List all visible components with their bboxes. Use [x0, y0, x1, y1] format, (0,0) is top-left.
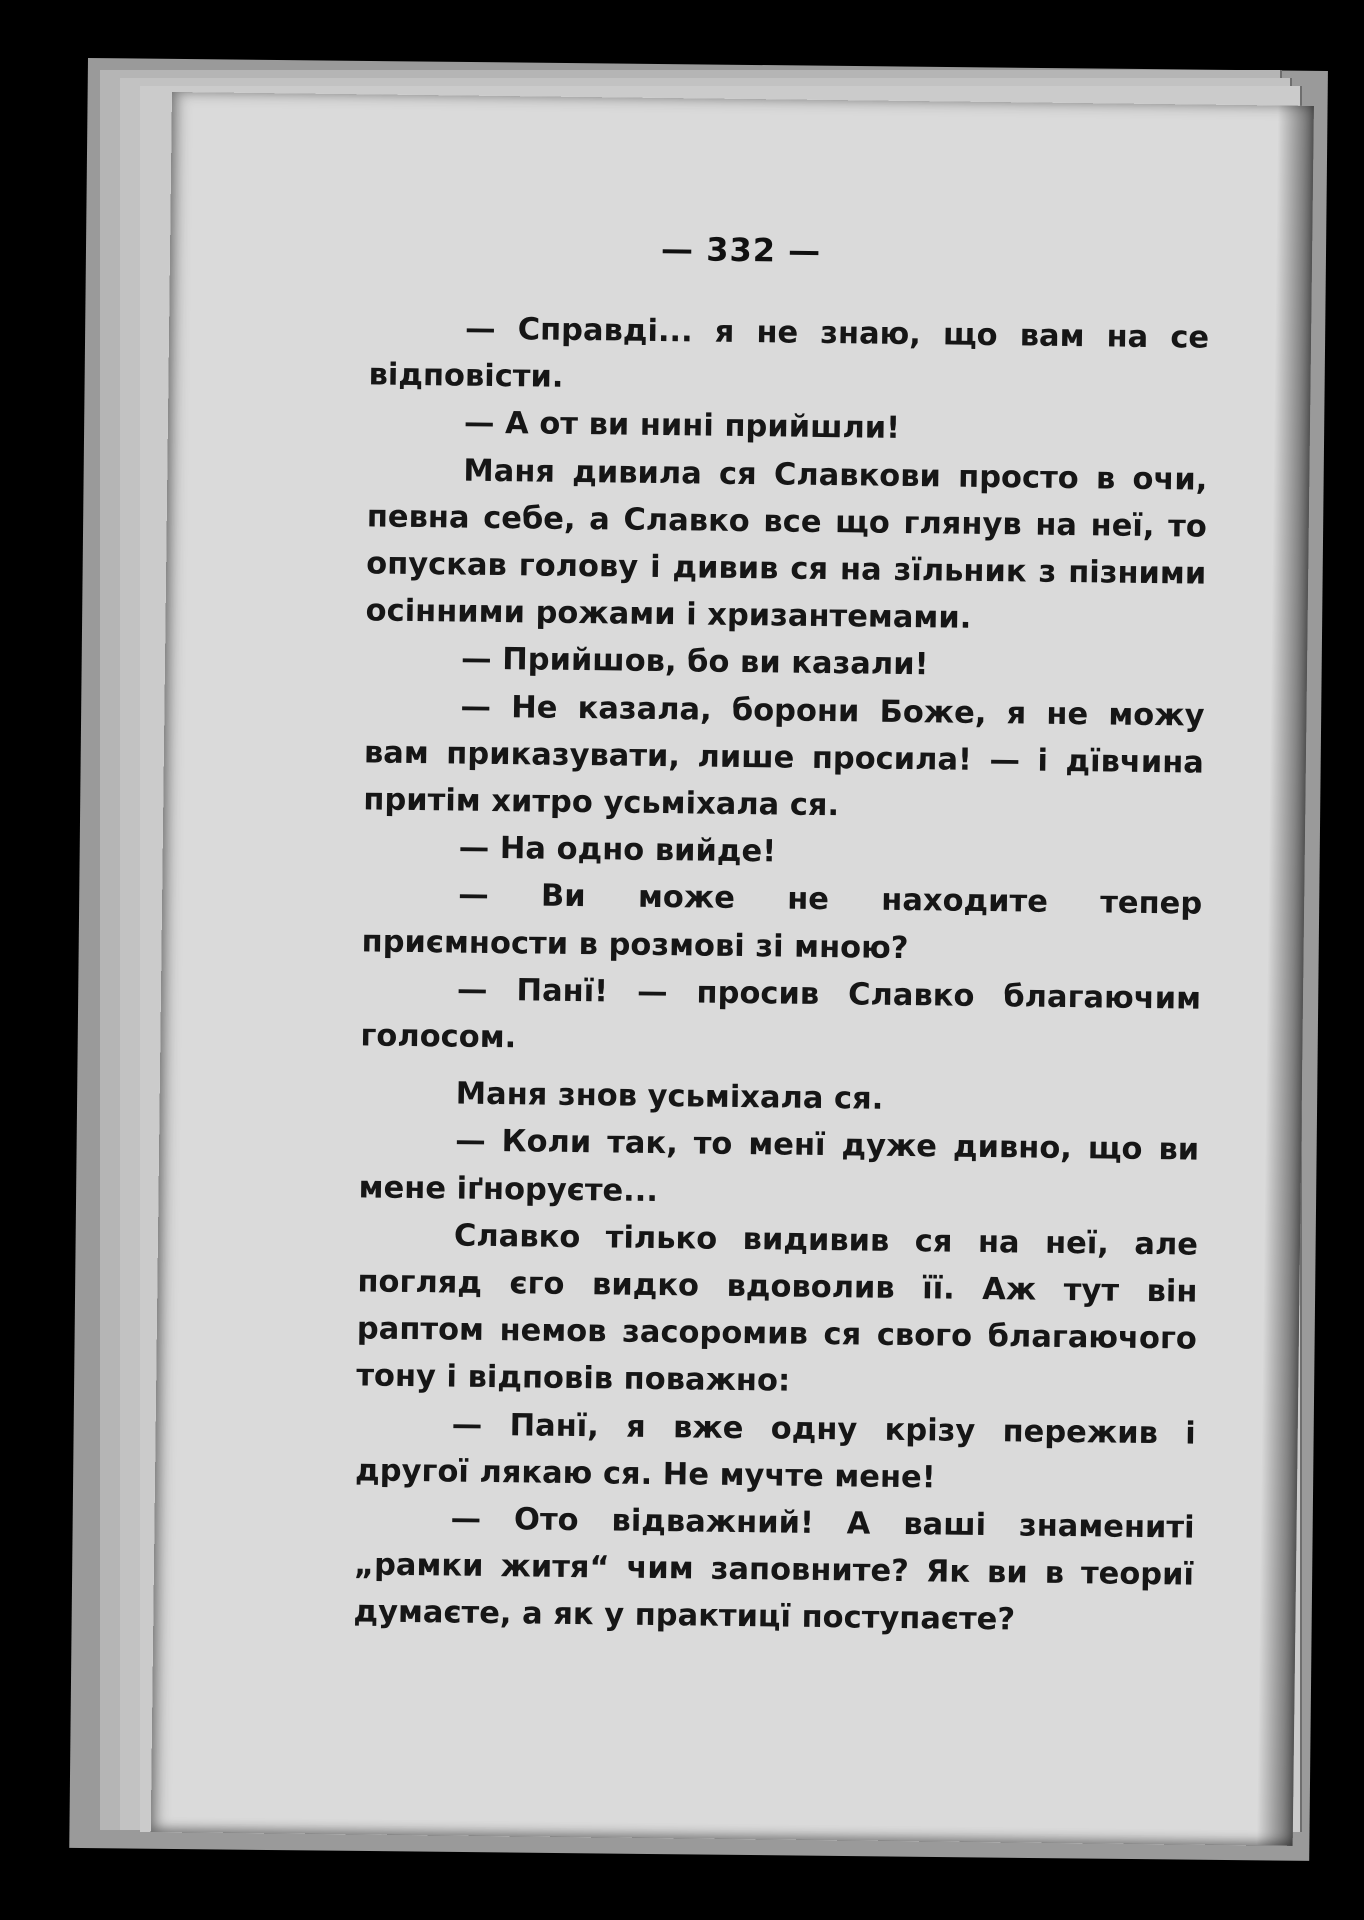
paragraph: — Ви може не находите тепер приємности в розмові зі мною?: [361, 877, 1203, 966]
body-text: [353, 304, 1209, 1646]
paragraph: — Ото відважний! А ваші знамениті „рамки житя“ чим заповните? Як ви в теориї думаєте, а як у практицї поступаєте?: [353, 1501, 1195, 1638]
page-number: — 332 —: [660, 229, 822, 270]
book-page: [151, 92, 1314, 1846]
paragraph: Славко тілько видивив ся на неї, але погляд єго видко вдоволив її. Аж тут він раптом немов засоромив ся свого благаючого тону і відповів поважно:: [356, 1218, 1199, 1400]
paragraph: — Справді... я не знаю, що вам на се відповісти.: [368, 311, 1210, 396]
paragraph: — Панї! — просив Славко благаючим голосом.: [360, 972, 1202, 1056]
paragraph: — Панї, я вже одну крізу пережив і другої лякаю ся. Не мучте мене!: [354, 1407, 1196, 1496]
paragraph: — А от ви нині прийшли!: [463, 405, 901, 447]
paragraph: Маня дивила ся Славкови просто в очи, певна себе, а Славко все що глянув на неї, то опускав голову і дивив ся на зїльник з пізними осінними рожами і хризантемами.: [365, 453, 1208, 637]
paragraph: Маня знов усьміхала ся.: [455, 1076, 884, 1118]
paragraph: — Прийшов, бо ви казали!: [460, 641, 929, 683]
paragraph: — На одно вийде!: [458, 830, 777, 870]
paragraph: — Не казала, борони Боже, я не можу вам приказувати, лише просила! — і дївчина притім хитро усьміхала ся.: [363, 689, 1205, 824]
paragraph: — Коли так, то менї дуже дивно, що ви мене іґноруєте...: [358, 1123, 1200, 1209]
